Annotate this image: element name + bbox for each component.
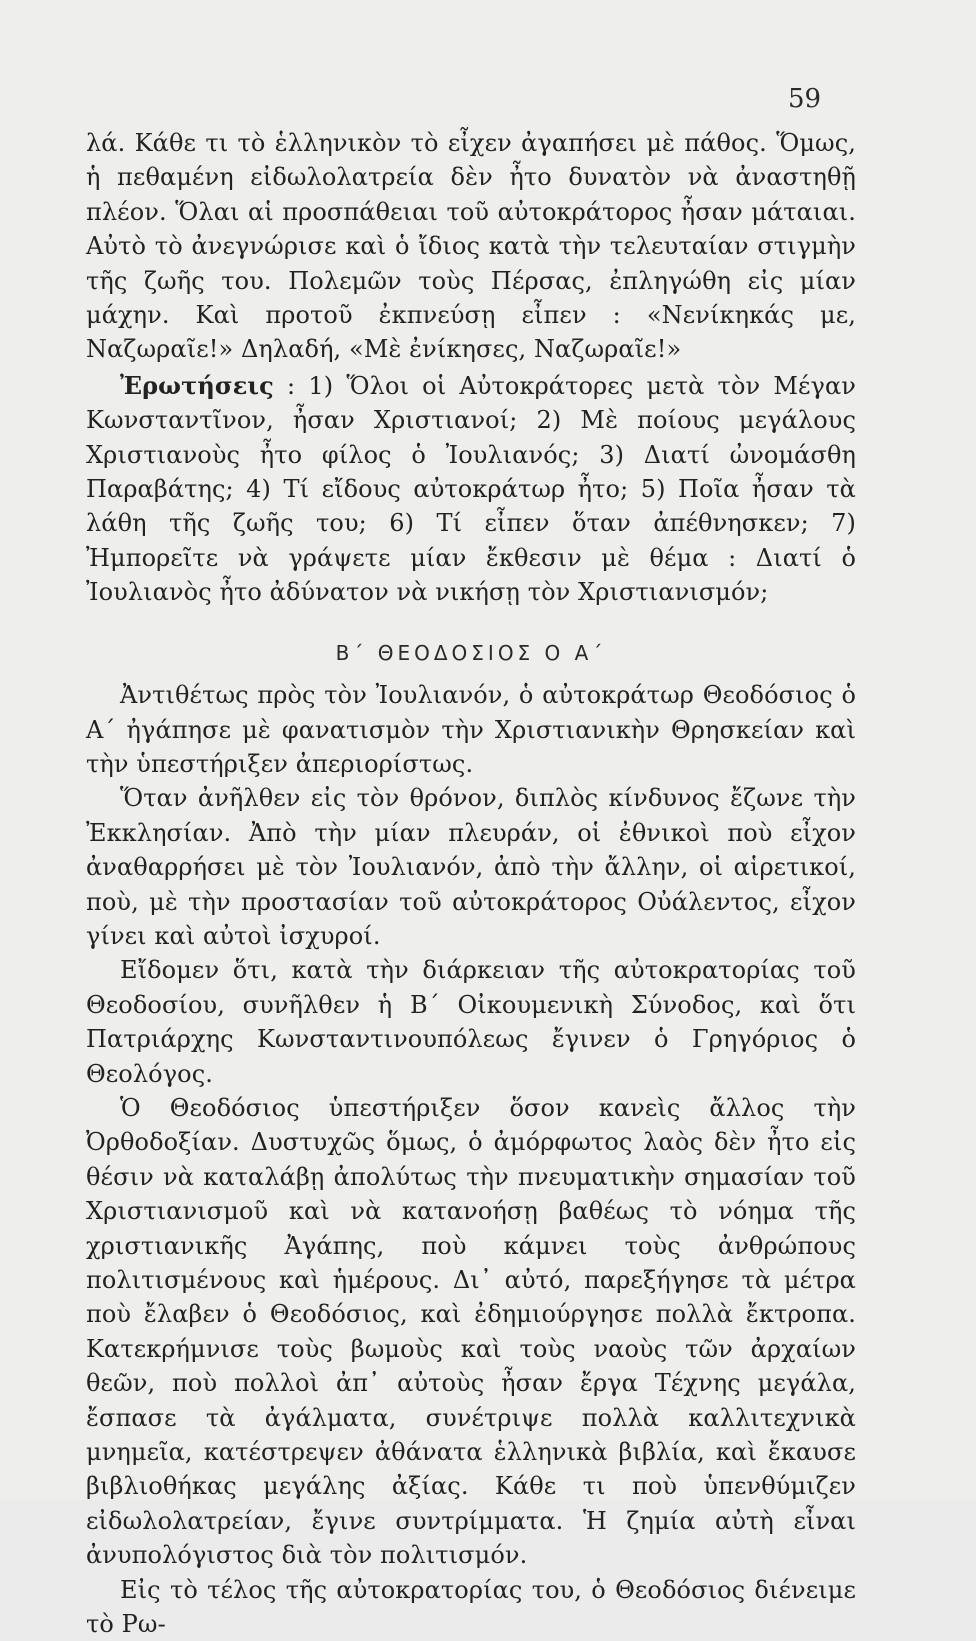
paragraph-julian-end: λά. Κάθε τι τὸ ἑλληνικὸν τὸ εἶχεν ἀγαπήσει μὲ πάθος. Ὅμως, ἡ πεθαμένη εἰδωλολατρεία δὲν ἦτο δυνατὸν νὰ ἀναστηθῇ πλέον. Ὅλαι αἱ προσπάθειαι τοῦ αὐτοκράτορος ἦσαν μάταιαι. Αὐτὸ τὸ ἀνεγνώρισε καὶ ὁ ἴδιος κατὰ τὴν τελευταίαν στιγμὴν τῆς ζωῆς του. Πολεμῶν τοὺς Πέρσας, ἐπληγώθη εἰς μίαν μάχην. Καὶ προτοῦ ἐκπνεύσῃ εἶπεν : «Νενίκηκάς με, Ναζωραῖε!» Δηλαδή, «Μὲ ἐνίκησες, Ναζωραῖε!» (86, 129, 856, 364)
paragraph-division: Εἰς τὸ τέλος τῆς αὐτοκρατορίας του, ὁ Θεοδόσιος διένειμε τὸ Ρω- (86, 1575, 856, 1639)
paragraph-orthodoxy: Ὁ Θεοδόσιος ὑπεστήριξεν ὅσον κανεὶς ἄλλος τὴν Ὀρθοδοξίαν. Δυστυχῶς ὅμως, ὁ ἀμόρφωτος λαὸς δὲν ἦτο εἰς θέσιν νὰ καταλάβῃ ἀπολύτως τὴν πνευματικὴν σημασίαν τοῦ Χριστιανισμοῦ καὶ νὰ κατανοήσῃ βαθέως τὸ νόημα τῆς χριστιανικῆς Ἀγάπης, ποὺ κάμνει τοὺς ἀνθρώπους πολιτισμένους καὶ ἡμέρους. Δι᾽ αὐτό, παρεξήγησε τὰ μέτρα ποὺ ἔλαβεν ὁ Θεοδόσιος, καὶ ἐδημιούργησε πολλὰ ἔκτροπα. Κατεκρήμνισε τοὺς βωμοὺς καὶ τοὺς ναοὺς τῶν ἀρχαίων θεῶν, ποὺ πολλοὶ ἀπ᾽ αὐτοὺς ἦσαν ἔργα Τέχνης μεγάλα, ἔσπασε τὰ ἀγάλματα, συνέτριψε πολλὰ καλλιτεχνικὰ μνημεῖα, κατέστρεψεν ἀθάνατα ἑλληνικὰ βιβλία, καὶ ἔκαυσε βιβλιοθήκας μεγάλης ἀξίας. Κάθε τι ποὺ ὑπενθύμιζεν εἰδωλολατρείαν, ἔγινε συντρίμματα. Ἡ ζημία αὐτὴ εἶναι ἀνυπολόγιστος διὰ τὸν πολιτισμόν. (86, 1093, 856, 1570)
questions-label: Ἐρωτήσεις (120, 370, 274, 400)
paragraph-double-danger: Ὅταν ἀνῆλθεν εἰς τὸν θρόνον, διπλὸς κίνδυνος ἔζωνε τὴν Ἐκκλησίαν. Ἀπὸ τὴν μίαν πλευράν, οἱ ἐθνικοὶ ποὺ εἶχον ἀναθαρρήσει μὲ τὸν Ἰουλιανόν, ἀπὸ τὴν ἄλλην, οἱ αἱρετικοί, ποὺ, μὲ τὴν προστασίαν τοῦ αὐτοκράτορος Οὐάλεντος, εἶχον γίνει καὶ αὐτοὶ ἰσχυροί. (86, 784, 856, 950)
page-number: 59 (788, 84, 822, 114)
section-heading: Β΄ ΘΕΟΔΟΣΙΟΣ Ο Α΄ (335, 640, 607, 665)
paragraph-second-council: Εἴδομεν ὅτι, κατὰ τὴν διάρκειαν τῆς αὐτοκρατορίας τοῦ Θεοδοσίου, συνῆλθεν ἡ Β΄ Οἰκουμενικὴ Σύνοδος, καὶ ὅτι Πατριάρχης Κωνσταντινουπόλεως ἔγινεν ὁ Γρηγόριος ὁ Θεολόγος. (86, 956, 856, 1088)
page-body (86, 126, 856, 1641)
questions-paragraph (86, 369, 856, 610)
questions-text: : 1) Ὅλοι οἱ Αὐτοκράτορες μετὰ τὸν Μέγαν Κωνσταντῖνον, ἦσαν Χριστιανοί; 2) Μὲ ποίους μεγάλους Χριστιανοὺς ἦτο φίλος ὁ Ἰουλιανός; 3) Διατί ὠνομάσθη Παραβάτης; 4) Τί εἴδους αὐτοκράτωρ ἦτο; 5) Ποῖα ἦσαν τὰ λάθη τῆς ζωῆς του; 6) Τί εἶπεν ὅταν ἀπέθνησκεν; 7) Ἠμπορεῖτε νὰ γράψετε μίαν ἔκθεσιν μὲ θέμα : Διατί ὁ Ἰουλιανὸς ἦτο ἀδύνατον νὰ νικήσῃ τὸν Χριστιανισμόν; (86, 371, 857, 607)
paragraph-theodosius-intro: Ἀντιθέτως πρὸς τὸν Ἰουλιανόν, ὁ αὐτοκράτωρ Θεοδόσιος ὁ Α΄ ἠγάπησε μὲ φανατισμὸν τὴν Χριστιανικὴν Θρησκείαν καὶ τὴν ὑπεστήριξεν ἀπεριορίστως. (86, 681, 856, 778)
